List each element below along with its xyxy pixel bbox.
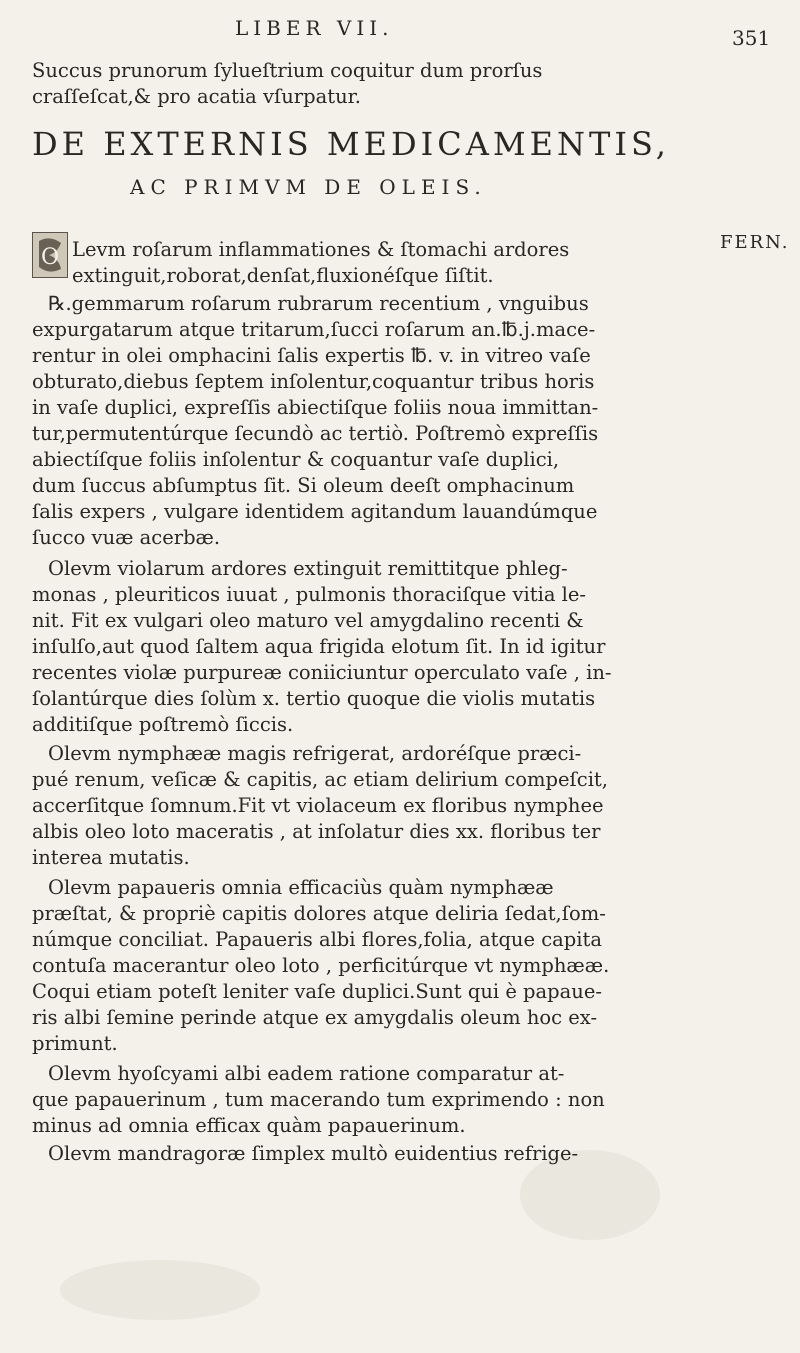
text-line: minus ad omnia efficax quàm papauerinum.: [32, 1114, 466, 1137]
text-line: expurgatarum atque tritarum,ſucci roſarum an.℔.j.mace-: [32, 318, 596, 341]
paper-stain: [60, 1260, 260, 1320]
text-line: tur,permutentúrque ſecundò ac tertiò. Poſtremò expreſſis: [32, 422, 599, 445]
text-line: Olevm papaueris omnia efficaciùs quàm nymphææ: [48, 876, 554, 899]
text-line: accerſitque ſomnum.Fit vt violaceum ex floribus nymphee: [32, 794, 604, 817]
text-line: ris albi ſemine perinde atque ex amygdalis oleum hoc ex-: [32, 1006, 598, 1029]
intro-line: craſſeſcat,& pro acatia vſurpatur.: [32, 85, 362, 108]
text-line: númque conciliat. Papaueris albi flores,folia, atque capita: [32, 928, 602, 951]
text-line: præſtat, & propriè capitis dolores atque deliria ſedat,ſom-: [32, 902, 606, 925]
text-line: pué renum, veſicæ & capitis, ac etiam delirium compeſcit,: [32, 768, 608, 791]
text-line: ſolantúrque dies ſolùm x. tertio quoque die violis mutatis: [32, 687, 596, 710]
text-line: contuſa macerantur oleo loto , perficitúrque vt nymphææ.: [32, 954, 610, 977]
text-line: in vaſe duplici, expreſſis abiectiſque foliis noua immittan-: [32, 396, 599, 419]
text-line: inſulſo,aut quod ſaltem aqua frigida elotum ſit. In id igitur: [32, 635, 606, 658]
text-line: abiectíſque foliis inſolentur & coquantur vaſe duplici,: [32, 448, 560, 471]
text-line: ſucco vuæ acerbæ.: [32, 526, 221, 549]
decorated-initial-icon: [32, 232, 68, 278]
text-line: Levm roſarum inflammationes & ſtomachi ardores: [72, 238, 570, 261]
text-line: extinguit,roborat,denſat,fluxionéſque ſiſtit.: [72, 264, 494, 287]
intro-line: Succus prunorum ſylueſtrium coquitur dum prorſus: [32, 59, 543, 82]
text-line: primunt.: [32, 1032, 118, 1055]
text-line: que papauerinum , tum macerando tum exprimendo : non: [32, 1088, 605, 1111]
text-line: ℞.gemmarum roſarum rubrarum recentium , vnguibus: [48, 292, 589, 315]
text-line: ſalis expers , vulgare identidem agitandum lauandúmque: [32, 500, 598, 523]
text-line: dum ſuccus abſumptus ſit. Si oleum deeſt omphacinum: [32, 474, 575, 497]
margin-note: FERN.: [720, 232, 790, 253]
text-line: recentes violæ purpureæ coniiciuntur operculato vaſe , in-: [32, 661, 612, 684]
text-line: rentur in olei omphacini ſalis expertis ℔. v. in vitreo vaſe: [32, 344, 591, 367]
text-line: albis oleo loto maceratis , at inſolatur dies xx. floribus ter: [32, 820, 601, 843]
text-line: Olevm violarum ardores extinguit remittitque phleg-: [48, 557, 568, 580]
page-number: 351: [732, 26, 771, 50]
running-header: [0, 16, 800, 52]
text-line: interea mutatis.: [32, 846, 190, 869]
text-line: Olevm nymphææ magis refrigerat, ardoréſque præci-: [48, 742, 582, 765]
text-line: obturato,diebus ſeptem inſolentur,coquantur tribus horis: [32, 370, 595, 393]
text-line: additiſque poſtremò ſiccis.: [32, 713, 294, 736]
book-title: LIBER VII.: [235, 16, 394, 40]
text-line: monas , pleuriticos iuuat , pulmonis thoraciſque vitia le-: [32, 583, 587, 606]
svg-text:O: O: [40, 245, 60, 270]
text-line: Olevm mandragoræ ſimplex multò euidentius refrige-: [48, 1142, 579, 1165]
text-line: Coqui etiam poteſt leniter vaſe duplici.Sunt qui è papaue-: [32, 980, 602, 1003]
section-title: DE EXTERNIS MEDICAMENTIS,: [32, 125, 670, 163]
text-line: Olevm hyoſcyami albi eadem ratione comparatur at-: [48, 1062, 565, 1085]
text-line: nit. Fit ex vulgari oleo maturo vel amygdalino recenti &: [32, 609, 584, 632]
section-subtitle: AC PRIMVM DE OLEIS.: [130, 175, 487, 199]
